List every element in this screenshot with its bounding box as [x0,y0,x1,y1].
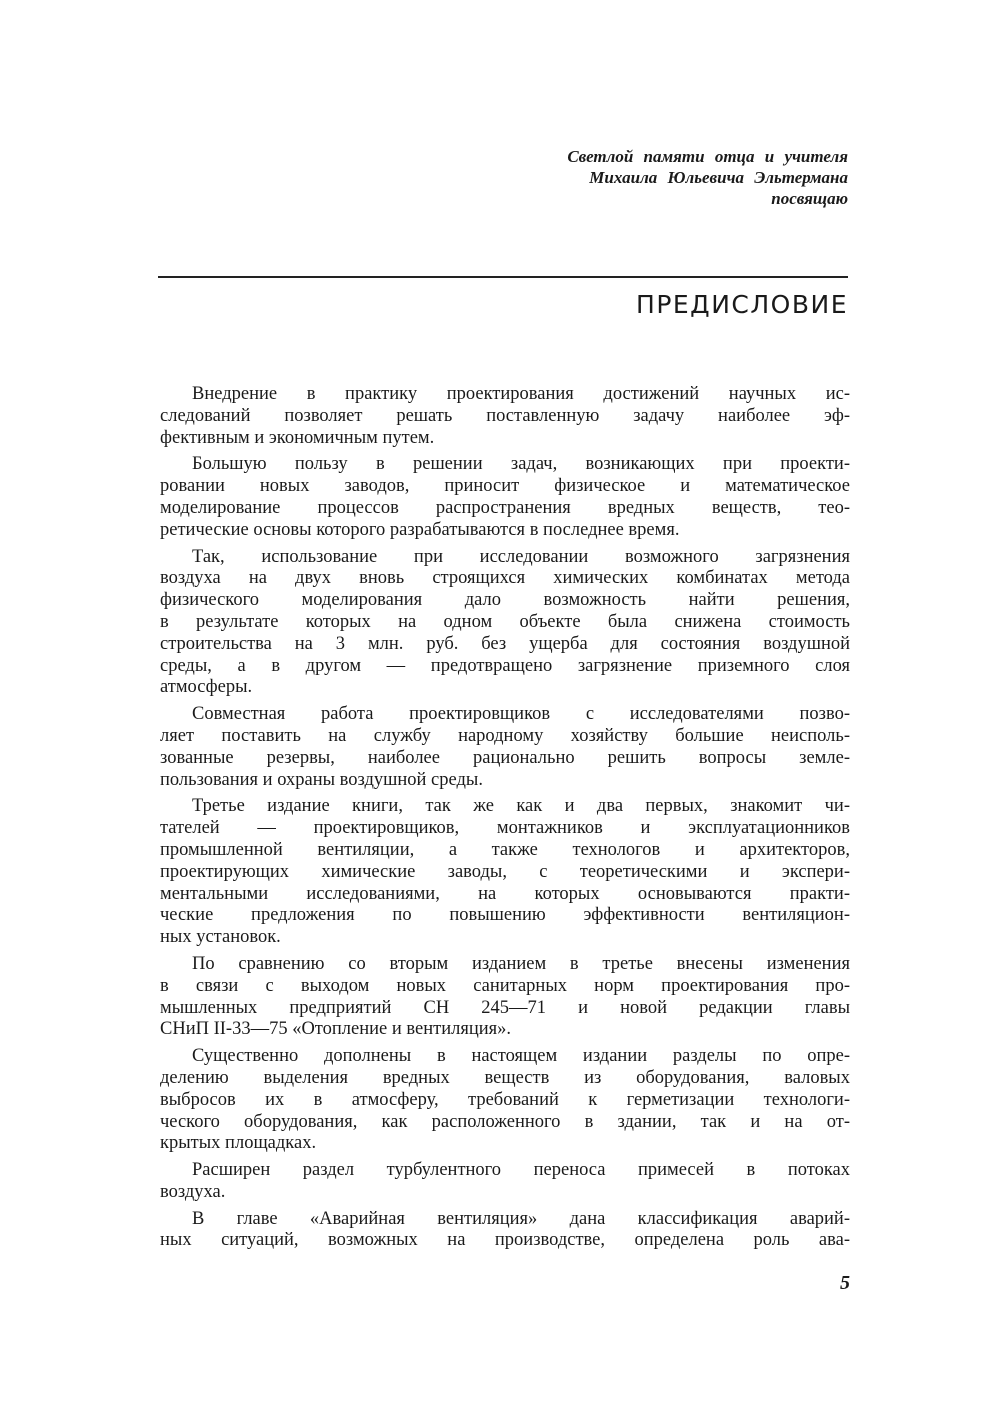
paragraph-line: Большую пользу в решении задач, возникающих при проекти- [192,454,850,475]
heading-rule [158,276,848,278]
paragraph-line: моделирование процессов распространения вредных веществ, тео- [160,497,850,518]
page-title: ПРЕДИСЛОВИЕ [636,290,848,319]
paragraph-line: среды, а в другом — предотвращено загрязнение приземного слоя [160,655,850,676]
dedication [567,146,848,209]
paragraph [160,1209,850,1253]
paragraph [160,954,850,1041]
body-text [160,384,850,1257]
paragraph-line: ных ситуаций, возможных на производстве, определена роль ава- [160,1230,850,1251]
paragraph-line: По сравнению со вторым изданием в третье внесены изменения [192,953,850,974]
paragraph-line: ляет поставить на службу народному хозяйству большие неисполь- [160,725,850,746]
paragraph [160,796,850,949]
paragraph-line: делению выделения вредных веществ из оборудования, валовых [160,1067,850,1088]
paragraph-line: воздуха на двух вновь строящихся химических комбинатах метода [160,568,850,589]
paragraph-line: зованные резервы, наиболее рационально решить вопросы земле- [160,747,850,768]
paragraph-line: СНиП II-33—75 «Отопление и вентиляция». [160,1019,512,1040]
paragraph-line: промышленной вентиляции, а также технологов и архитекторов, [160,839,850,860]
paragraph-line: тателей — проектировщиков, монтажников и эксплуатационников [160,818,850,839]
paragraph-line: Существенно дополнены в настоящем издании разделы по опре- [192,1046,850,1067]
paragraph [160,454,850,541]
paragraph-line: Расширен раздел турбулентного переноса примесей в потоках [192,1160,850,1181]
paragraph-line: ческого оборудования, как расположенного в здании, так и на от- [160,1111,850,1132]
paragraph-line: проектирующих химические заводы, с теоретическими и экспери- [160,861,850,882]
paragraph-line: Совместная работа проектировщиков с исследователями позво- [192,704,850,725]
paragraph-line: следований позволяет решать поставленную задачу наиболее эф- [160,405,850,426]
paragraph-line: фективным и экономичным путем. [160,427,435,448]
paragraph-line: ческие предложения по повышению эффективности вентиляцион- [160,905,850,926]
paragraph-line: ных установок. [160,927,281,948]
paragraph [160,384,850,449]
paragraph-line: В главе «Аварийная вентиляция» дана классификация аварий- [192,1208,850,1229]
paragraph [160,547,850,700]
paragraph-line: воздуха. [160,1181,226,1202]
paragraph-line: Так, использование при исследовании возможного загрязнения [192,546,850,567]
paragraph-line: в результате которых на одном объекте была снижена стоимость [160,611,850,632]
paragraph [160,704,850,791]
paragraph-line: пользования и охраны воздушной среды. [160,769,483,790]
paragraph-line: Внедрение в практику проектирования достижений научных ис- [192,384,850,404]
paragraph-line: крытых площадках. [160,1133,317,1154]
paragraph-line: выбросов их в атмосферу, требований к герметизации технологи- [160,1089,850,1110]
paragraph-line: атмосферы. [160,677,253,698]
dedication-line: посвящаю [771,189,848,208]
paragraph-line: в связи с выходом новых санитарных норм проектирования про- [160,975,850,996]
paragraph-line: ровании новых заводов, приносит физическое и математическое [160,476,850,497]
paragraph-line: строительства на 3 млн. руб. без ущерба для состояния воздушной [160,633,850,654]
paragraph-line: мышленных предприятий СН 245—71 и новой редакции главы [160,997,850,1018]
paragraph-line: Третье издание книги, так же как и два первых, знакомит чи- [192,796,850,817]
dedication-line: Светлой памяти отца и учителя [567,147,848,166]
paragraph-line: ретические основы которого разрабатываются в последнее время. [160,519,680,540]
paragraph [160,1046,850,1155]
dedication-line: Михаила Юльевича Эльтермана [589,168,848,187]
paragraph-line: физического моделирования дало возможность найти решения, [160,590,850,611]
paragraph [160,1160,850,1204]
page-number: 5 [840,1272,850,1294]
paragraph-line: ментальными исследованиями, на которых основываются практи- [160,883,850,904]
